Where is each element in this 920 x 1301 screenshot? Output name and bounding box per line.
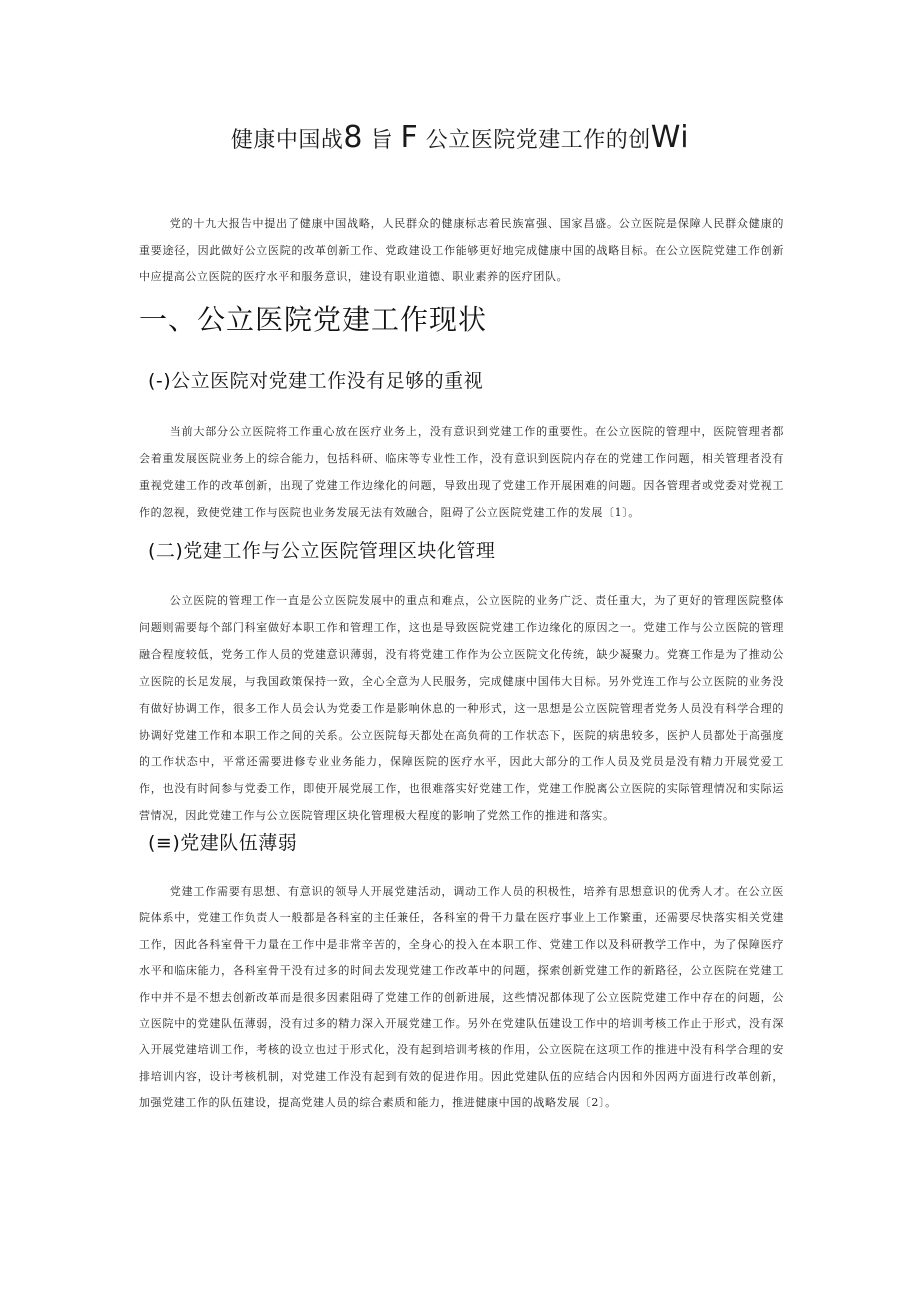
title-part-2: 8 <box>343 120 363 155</box>
subsection-heading-2: (二)党建工作与公立医院管理区块化管理 <box>148 540 496 562</box>
title-part-3: 旨 <box>370 128 393 153</box>
subsection-paragraph-2: 公立医院的管理工作一直是公立医院发展中的重点和难点，公立医院的业务广泛、责任重大，为了更好的管理医院整体问题则需要每个部门科室做好本职工作和管理工作，这也是导致医院党建工作边缘化的原因之一。党建工作与公立医院的管理融合程度较低，党务工作人员的党建意识薄弱，没有将党建工作作为公立医院文化传统，缺少凝聚力。党赛工作是为了推动公立医院的长足发展，与我国政策保持一致，全心全意为人民服务，完成健康中国伟大目标。另外党连工作与公立医院的业务没有做好协调工作，很多工作人员会认为党委工作是影响休息的一种形式，这一思想是公立医院管理者党务人员没有科学合理的协调好党建工作和本职工作之间的关系。公立医院每天都处在高负荷的工作状态下，医院的病患较多，医护人员都处于高强度的工作状态中，平常还需要进修专业业务能力，保障医院的医疗水平，因此大部分的工作人员及党员是没有精力开展党爱工作，也没有时间参与党委工作，即使开展党展工作，也很难落实好党建工作，党建工作脱离公立医院的实际管理情况和实际运营情况，因此党建工作与公立医院管理区块化管理极大程度的影响了党然工作的推进和落实。 <box>139 594 784 823</box>
section-heading: 一、公立医院党建工作现状 <box>139 303 488 336</box>
title-part-1: 健康中国战 <box>230 128 344 153</box>
subsection-heading-1: (-)公立医院对党建工作没有足够的重视 <box>148 370 484 392</box>
subsection-paragraph-1: 当前大部分公立医院将工作重心放在医疗业务上，没有意识到党建工作的重要性。在公立医院的管理中，医院管理者都会着重发展医院业务上的综合能力，包括科研、临床等专业性工作，没有意识到医院内存在的党建工作问题，相关管理者没有重视党建工作的改革创新，出现了党建工作边缘化的问题，导致出现了党建工作开展困难的问题。因各管理者或党委对党视工作的忽视，致使党建工作与医院也业务发展无法有效融合，阻碍了公立医院党建工作的发展〔1〕。 <box>139 425 784 519</box>
title-part-6: Wi <box>650 120 690 155</box>
title-part-5: 公立医院党建工作的创 <box>425 128 651 153</box>
title-part-4: F <box>400 120 419 155</box>
document-title <box>0 120 920 159</box>
subsection-paragraph-3: 党建工作需要有思想、有意识的领导人开展党建活动，调动工作人员的积极性，培养有思想意识的优秀人才。在公立医院体系中，党建工作负责人一般都是各科室的主任兼任，各科室的骨干力量在医疗事业上工作繁重，还需要尽快落实相关党建工作，因此各科室骨干力量在工作中是非常辛苦的，全身心的投入在本职工作、党建工作以及科研教学工作中，为了保障医疗水平和临床能力，各科室骨干没有过多的时间去发现党建工作改革中的问题，探索创新党建工作的新路径，公立医院在党建工作中并不是不想去创新改革而是很多因素阻碍了党建工作的创新进展，这些情况都体现了公立医院党建工作中存在的问题，公立医院中的党建队伍薄弱，没有过多的精力深入开展党建工作。另外在党建队伍建设工作中的培训考核工作止于形式，没有深入开展党建培训工作，考核的设立也过于形式化，没有起到培训考核的作用，公立医院在这项工作的推进中没有科学合理的安排培训内容，设计考核机制，对党建工作没有起到有效的促进作用。因此党建队伍的应结合内因和外因两方面进行改革创新，加强党建工作的队伍建设，提高党建人员的综合素质和能力，推进健康中国的战略发展〔2〕。 <box>139 885 784 1110</box>
intro-paragraph: 党的十九大报告中提出了健康中国战略，人民群众的健康标志着民族富强、国家昌盛。公立医院是保障人民群众健康的重要途径，因此做好公立医院的改革创新工作、党政建设工作能够更好地完成健康中国的战略目标。在公立医院党建工作创新中应提高公立医院的医疗水平和服务意识，建设有职业道德、职业素养的医疗团队。 <box>139 217 784 283</box>
subsection-heading-3: (≡)党建队伍薄弱 <box>148 832 298 854</box>
